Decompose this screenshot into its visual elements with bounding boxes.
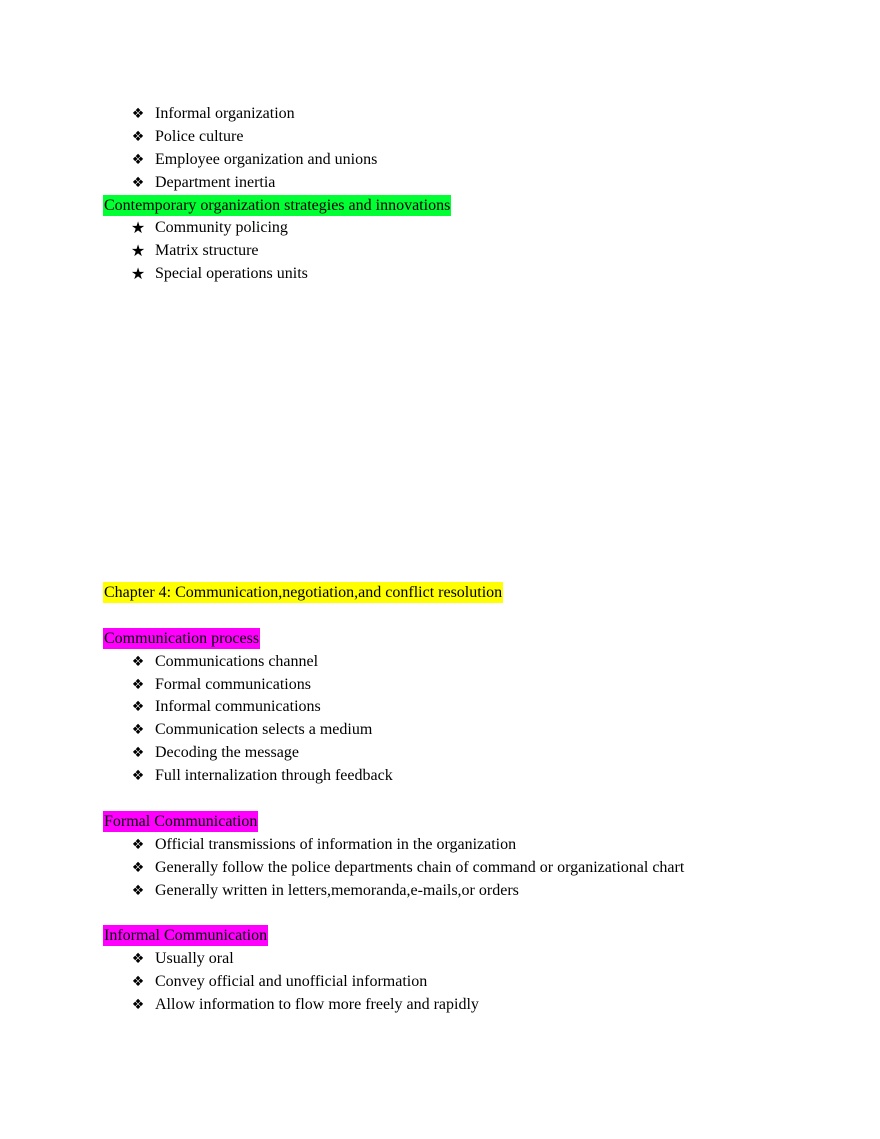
informal-communication-heading-line xyxy=(103,925,843,948)
diamond-bullet-icon: ❖ xyxy=(131,882,145,899)
list-item-text: Matrix structure xyxy=(155,242,259,260)
list-item xyxy=(103,103,843,126)
list-item xyxy=(103,126,843,149)
list-item-text: Informal organization xyxy=(155,105,295,122)
list-item xyxy=(103,172,843,195)
list-item-text: Official transmissions of information in the organization xyxy=(155,835,517,853)
list-item-text: Informal communications xyxy=(155,698,321,716)
diamond-bullet-icon: ❖ xyxy=(131,859,145,876)
list-item-text: Generally follow the police departments chain of command or organizational chart xyxy=(155,858,685,876)
list-item-text: Employee organization and unions xyxy=(155,150,378,168)
list-item xyxy=(103,948,843,971)
diamond-bullet-icon: ❖ xyxy=(131,722,145,739)
diamond-bullet-icon: ❖ xyxy=(131,836,145,853)
chapter-section xyxy=(103,582,843,1017)
informal-communication-heading: Informal Communication xyxy=(104,927,268,945)
diamond-bullet-icon: ❖ xyxy=(131,653,145,670)
formal-communication-heading: Formal Communication xyxy=(104,812,258,830)
list-item-text: Community policing xyxy=(155,219,288,237)
communication-process-heading: Communication process xyxy=(104,629,260,647)
diamond-bullet-icon: ❖ xyxy=(131,151,145,168)
chapter-title: Chapter 4: Communication,negotiation,and conflict resolution xyxy=(104,584,503,601)
star-bullet-icon: ★ xyxy=(130,264,146,284)
list-item xyxy=(103,834,843,857)
list-item xyxy=(103,994,843,1017)
diamond-bullet-icon: ❖ xyxy=(131,951,145,968)
diamond-bullet-icon: ❖ xyxy=(131,128,145,145)
list-item-text: Usually oral xyxy=(155,950,234,968)
list-item-text: Special operations units xyxy=(155,265,308,283)
diamond-bullet-icon: ❖ xyxy=(131,768,145,785)
list-item xyxy=(103,857,843,880)
top-section xyxy=(103,103,843,286)
star-bullet-icon: ★ xyxy=(130,218,146,238)
diamond-bullet-icon: ❖ xyxy=(131,745,145,762)
chapter-title-line xyxy=(103,582,843,605)
list-item xyxy=(103,674,843,697)
list-item xyxy=(103,719,843,742)
list-item xyxy=(103,240,843,263)
diamond-bullet-icon: ❖ xyxy=(131,174,145,191)
communication-process-heading-line xyxy=(103,628,843,651)
contemporary-heading: Contemporary organization strategies and innovations xyxy=(104,196,451,214)
list-item-text: Department inertia xyxy=(155,173,276,191)
list-item xyxy=(103,696,843,719)
list-item-text: Police culture xyxy=(155,127,244,145)
formal-communication-heading-line xyxy=(103,811,843,834)
list-item xyxy=(103,742,843,765)
list-item xyxy=(103,880,843,903)
contemporary-heading-line xyxy=(103,195,843,218)
diamond-bullet-icon: ❖ xyxy=(131,974,145,991)
list-item-text: Decoding the message xyxy=(155,744,299,762)
list-item xyxy=(103,765,843,788)
list-item-text: Formal communications xyxy=(155,675,311,693)
list-item-text: Convey official and unofficial information xyxy=(155,973,428,991)
list-item xyxy=(103,263,843,286)
list-item-text: Generally written in letters,memoranda,e-mails,or orders xyxy=(155,881,519,899)
list-item-text: Communications channel xyxy=(155,652,319,670)
star-bullet-icon: ★ xyxy=(130,241,146,261)
diamond-bullet-icon: ❖ xyxy=(131,997,145,1014)
list-item xyxy=(103,149,843,172)
diamond-bullet-icon: ❖ xyxy=(131,676,145,693)
list-item xyxy=(103,217,843,240)
list-item xyxy=(103,971,843,994)
list-item-text: Communication selects a medium xyxy=(155,721,373,739)
list-item xyxy=(103,651,843,674)
list-item-text: Allow information to flow more freely and rapidly xyxy=(155,996,479,1014)
diamond-bullet-icon: ❖ xyxy=(131,699,145,716)
list-item-text: Full internalization through feedback xyxy=(155,767,393,785)
diamond-bullet-icon: ❖ xyxy=(131,106,145,122)
